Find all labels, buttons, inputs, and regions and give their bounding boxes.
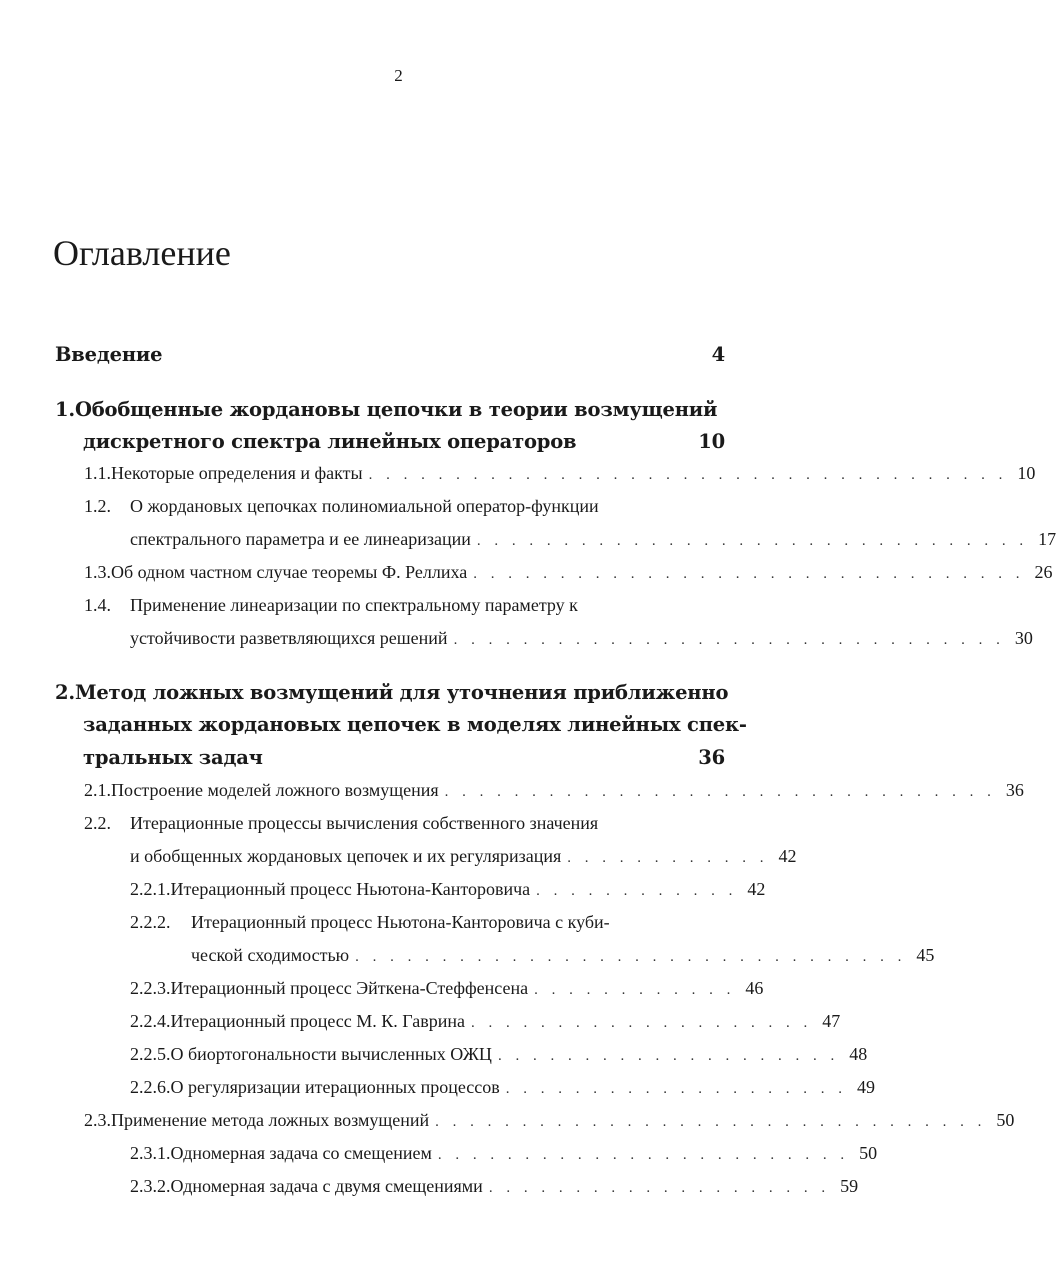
subsection-page: 49 (857, 1077, 876, 1097)
chapter-title: заданных жордановых цепочек в моделях линейных спек- (83, 713, 747, 736)
toc-section-2-2-line2[interactable] (130, 846, 797, 867)
subsection-title: О регуляризации итерационных процессов (170, 1077, 500, 1097)
subsection-number: 2.2.4. (130, 1011, 171, 1031)
subsection-page: 45 (916, 945, 935, 965)
subsection-title: Итерационный процесс Ньютона-Канторовича (170, 879, 531, 899)
toc-entry-introduction[interactable] (55, 343, 725, 366)
subsection-page: 59 (840, 1176, 859, 1196)
subsection-number: 2.2.5. (130, 1044, 171, 1064)
toc-subsection-2-2-3[interactable] (130, 978, 764, 999)
subsection-page: 48 (849, 1044, 868, 1064)
leader-dots: . . . . . . . . . . . . . . . . . . . . (471, 1015, 813, 1031)
toc-subsection-2-2-2-line2[interactable] (191, 945, 935, 966)
section-title: Построение моделей ложного возмущения (111, 780, 439, 800)
subsection-page: 42 (747, 879, 766, 899)
subsection-title: ческой сходимостью (191, 945, 350, 965)
toc-subsection-2-2-2-line1[interactable] (130, 912, 674, 933)
leader-dots: . . . . . . . . . . . . (534, 982, 736, 998)
section-number: 2.2. (84, 813, 111, 833)
subsection-number: 2.3.1. (130, 1143, 171, 1163)
toc-section-1-4-line2[interactable] (130, 628, 1033, 649)
toc-chapter-2-line2[interactable] (83, 713, 747, 736)
toc-subsection-2-2-5[interactable] (130, 1044, 868, 1065)
section-page: 17 (1038, 529, 1056, 549)
leader-dots: . . . . . . . . . . . . . . . . . . . . (488, 1180, 831, 1196)
section-title: и обобщенных жордановых цепочек и их регуляризация (130, 846, 562, 866)
section-page: 50 (996, 1110, 1015, 1130)
section-page: 42 (778, 846, 797, 866)
toc-subsection-2-2-4[interactable] (130, 1011, 841, 1032)
chapter-title: Метод ложных возмущений для уточнения приближенно (74, 681, 729, 704)
leader-dots: . . . . . . . . . . . . . . . . . . . . . . . . . . . . . . . . (453, 632, 1005, 648)
subsection-title: О биортогональности вычисленных ОЖЦ (170, 1044, 492, 1064)
subsection-title: Итерационный процесс Ньютона-Канторовича с куби- (191, 912, 610, 932)
section-page: 26 (1034, 562, 1053, 582)
chapter-title: дискретного спектра линейных операторов (83, 430, 577, 453)
leader-dots: . . . . . . . . . . . . . . . . . . . . . . . . . . . . . . . . (473, 566, 1025, 582)
leader-dots: . . . . . . . . . . . . . . . . . . . . . . . . . . . . . . . . (444, 784, 996, 800)
subsection-page: 50 (859, 1143, 878, 1163)
section-title: устойчивости разветвляющихся решений (130, 628, 448, 648)
section-number: 2.1. (84, 780, 111, 800)
subsection-number: 2.2.6. (130, 1077, 171, 1097)
section-page: 10 (1017, 463, 1036, 483)
subsection-number: 2.2.3. (130, 978, 171, 998)
subsection-title: Одномерная задача со смещением (170, 1143, 432, 1163)
toc-subsection-2-2-1[interactable] (130, 879, 766, 900)
toc-chapter-1-line1[interactable] (55, 398, 718, 421)
chapter-number: 2. (55, 681, 75, 704)
leader-dots: . . . . . . . . . . . . . . . . . . . . . . . . . . . . . . . . . . . . . (368, 467, 1008, 483)
section-number: 1.1. (84, 463, 111, 483)
toc-chapter-2-line3[interactable] (83, 746, 725, 769)
toc-section-2-1[interactable] (84, 780, 1024, 801)
leader-dots: . . . . . . . . . . . . . . . . . . . . . . . . . . . . . . . . (476, 533, 1029, 549)
section-title: Применение линеаризации по спектральному параметру к (130, 595, 578, 615)
subsection-page: 46 (745, 978, 764, 998)
section-title: Об одном частном случае теоремы Ф. Реллиха (111, 562, 468, 582)
toc-heading: Оглавление (53, 233, 231, 273)
chapter-page: 10 (698, 430, 725, 453)
subsection-title: Итерационный процесс Эйткена-Стеффенсена (170, 978, 529, 998)
section-number: 1.2. (84, 496, 111, 516)
subsection-number: 2.2.2. (130, 912, 171, 932)
page-number: 2 (394, 66, 403, 85)
toc-subsection-2-2-6[interactable] (130, 1077, 876, 1098)
section-number: 1.4. (84, 595, 111, 615)
section-title: Применение метода ложных возмущений (111, 1110, 430, 1130)
entry-page: 4 (711, 343, 725, 366)
entry-title: Введение (55, 343, 163, 366)
section-page: 36 (1005, 780, 1024, 800)
toc-section-1-3[interactable] (84, 562, 1053, 583)
leader-dots: . . . . . . . . . . . . (567, 850, 769, 866)
toc-section-2-2-line1[interactable] (84, 813, 674, 834)
toc-chapter-1-line2[interactable] (83, 430, 725, 453)
leader-dots: . . . . . . . . . . . . . . . . . . . . (505, 1081, 848, 1097)
section-page: 30 (1014, 628, 1033, 648)
section-number: 2.3. (84, 1110, 111, 1130)
subsection-number: 2.2.1. (130, 879, 171, 899)
leader-dots: . . . . . . . . . . . . . . . . . . . . . . . . . . . . . . . . (435, 1114, 987, 1130)
leader-dots: . . . . . . . . . . . . . . . . . . . . . . . . . . . . . . . . (355, 949, 907, 965)
toc-section-2-3[interactable] (84, 1110, 1015, 1131)
toc-chapter-2-line1[interactable] (55, 681, 729, 704)
toc-section-1-2-line2[interactable] (130, 529, 1056, 550)
subsection-title: Одномерная задача с двумя смещениями (170, 1176, 483, 1196)
leader-dots: . . . . . . . . . . . . . . . . . . . . (497, 1048, 840, 1064)
subsection-number: 2.3.2. (130, 1176, 171, 1196)
section-title: О жордановых цепочках полиномиальной оператор-функции (130, 496, 599, 516)
leader-dots: . . . . . . . . . . . . . . . . . . . . . . . . (437, 1147, 850, 1163)
subsection-title: Итерационный процесс М. К. Гаврина (170, 1011, 465, 1031)
toc-subsection-2-3-1[interactable] (130, 1143, 878, 1164)
section-title: Итерационные процессы вычисления собственного значения (130, 813, 599, 833)
chapter-title: тральных задач (83, 746, 263, 769)
toc-section-1-4-line1[interactable] (84, 595, 674, 616)
chapter-number: 1. (55, 398, 75, 421)
section-number: 1.3. (84, 562, 111, 582)
section-title: спектрального параметра и ее линеаризации (130, 529, 471, 549)
chapter-title: Обобщенные жордановы цепочки в теории возмущений (74, 398, 718, 421)
toc-subsection-2-3-2[interactable] (130, 1176, 859, 1197)
toc-section-1-1[interactable] (84, 463, 1036, 484)
chapter-page: 36 (698, 746, 725, 769)
leader-dots: . . . . . . . . . . . . (536, 883, 738, 899)
subsection-page: 47 (822, 1011, 841, 1031)
toc-section-1-2-line1[interactable] (84, 496, 674, 517)
section-title: Некоторые определения и факты (111, 463, 363, 483)
